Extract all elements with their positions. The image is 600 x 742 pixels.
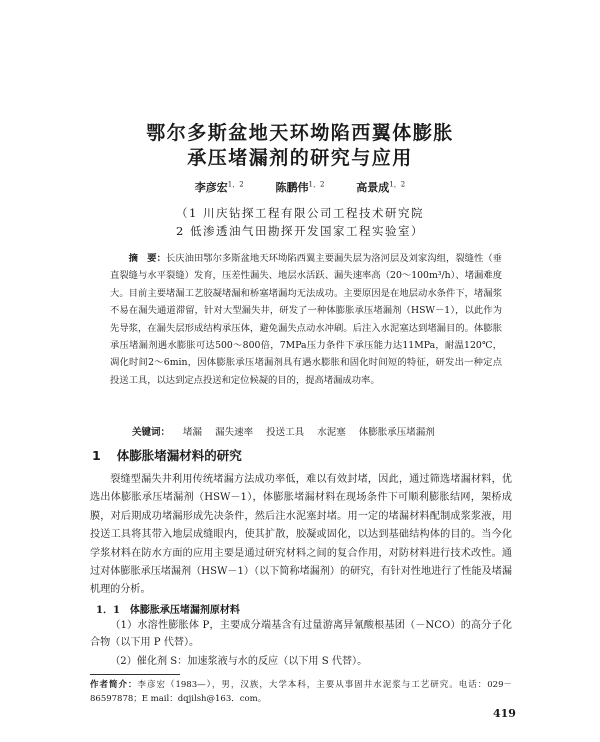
author: 高景成$^{1,2}$: [356, 180, 406, 194]
body-paragraph: [90, 471, 512, 600]
footnote-label: 作者简介：: [90, 680, 138, 690]
keyword: 体膨胀承压堵漏剂: [358, 427, 435, 438]
keyword: 投送工具: [266, 427, 305, 438]
footnote-text: 李彦宏（1983—），男，汉族，大学本科，主要从事固井水泥浆与工艺研究。电话：029－86597878；E mail：dqjilsh@163．com。: [90, 680, 512, 704]
subsection-number: 1．1: [96, 605, 120, 616]
page-number: 419: [493, 707, 516, 720]
keyword: 漏失速率: [215, 427, 254, 438]
section-number: 1: [92, 448, 101, 463]
affiliation-2: 2 低渗透油气田勘探开发国家工程实验室）: [176, 224, 424, 238]
keyword: 水泥塞: [317, 427, 346, 438]
keywords-label: 关键词：: [132, 427, 171, 438]
list-item: [90, 653, 512, 670]
keyword: 堵漏: [183, 427, 203, 438]
abstract-text: 长庆油田鄂尔多斯盆地天环坳陷西翼主要漏失层为洛河层及刘家沟组，裂缝性（垂直裂缝与水平裂缝）发育，压差性漏失、地层水活跃、漏失速率高（20～100m³/h）、堵漏难度大。目前主要堵漏工艺胶凝堵漏和桥塞堵漏均无法成功。主要原因是在地层动水条件下，堵漏浆不易在漏失通道滞留，针对大型漏失井，研发了一种体膨胀承压堵漏剂（HSW－1），以此作为先导浆，在漏失层形成结构承压体，避免漏失点动水冲刷。后注入水泥塞达到堵漏目的。体膨胀承压堵漏剂遇水膨胀可达500～800倍，7MPa压力条件下承压能力达11MPa，耐温120℃，凋化时间2～6min，因体膨胀承压堵漏剂具有遇水膨胀和固化时间短的特征，研发出一种定点投送工具，以达到定点投送和定位候凝的目的，提高堵漏成功率。: [110, 253, 502, 386]
paper-title-line-2: 承压堵漏剂的研究与应用: [187, 147, 413, 169]
author: 陈鹏伟$^{1,2}$: [275, 180, 325, 194]
list-item-text: （2）催化剂 S：加速浆液与水的反应（以下用 S 代替）。: [110, 656, 368, 667]
author: 李彦宏$^{1,2}$: [194, 180, 244, 194]
subsection-title: 体膨胀承压堵漏剂原材料: [129, 605, 240, 616]
author-footnote: [90, 678, 512, 706]
affiliation-1: （1 川庆钻探工程有限公司工程技术研究院: [176, 206, 424, 220]
author-list: [0, 179, 600, 195]
section-title: 体膨胀堵漏材料的研究: [116, 448, 242, 463]
abstract: [110, 250, 502, 389]
paragraph-text: 裂缝型漏失井利用传统堵漏方法成功率低，难以有效封堵，因此，通过筛选堵漏材料，优选出体膨胀承压堵漏剂（HSW－1），体膨胀堵漏材料在现场条件下可顺利膨胀结网，架桥成膜，对后期成功堵漏形成先决条件，然后注水泥塞封堵。用一定的堵漏材料配制成浆浆液，用投送工具将其带入地层成缝眼内，使其扩散，胶凝或固化，以达到基础结构体的目的。当今化学浆材料在防水方面的应用主要是通过研究材料之间的复合作用，对防材料进行技术改性。通过对体膨胀承压堵漏剂（HSW－1）（以下简称堵漏剂）的研究，有针对性地进行了性能及堵漏机理的分析。: [90, 474, 512, 596]
abstract-label: 摘 要：: [128, 253, 166, 264]
list-item-text: （1）水溶性膨胀体 P，主要成分端基含有过量游离异氰酸根基团（－NCO）的高分子化合物（以下用 P 代替）。: [90, 620, 512, 648]
footnote-divider: [90, 674, 180, 675]
subsection-heading: [96, 601, 240, 616]
list-item: [90, 617, 512, 651]
keywords: [132, 424, 512, 438]
section-heading: [92, 446, 242, 464]
paper-title-line-1: 鄂尔多斯盆地天环坳陷西翼体膨胀: [146, 122, 454, 144]
